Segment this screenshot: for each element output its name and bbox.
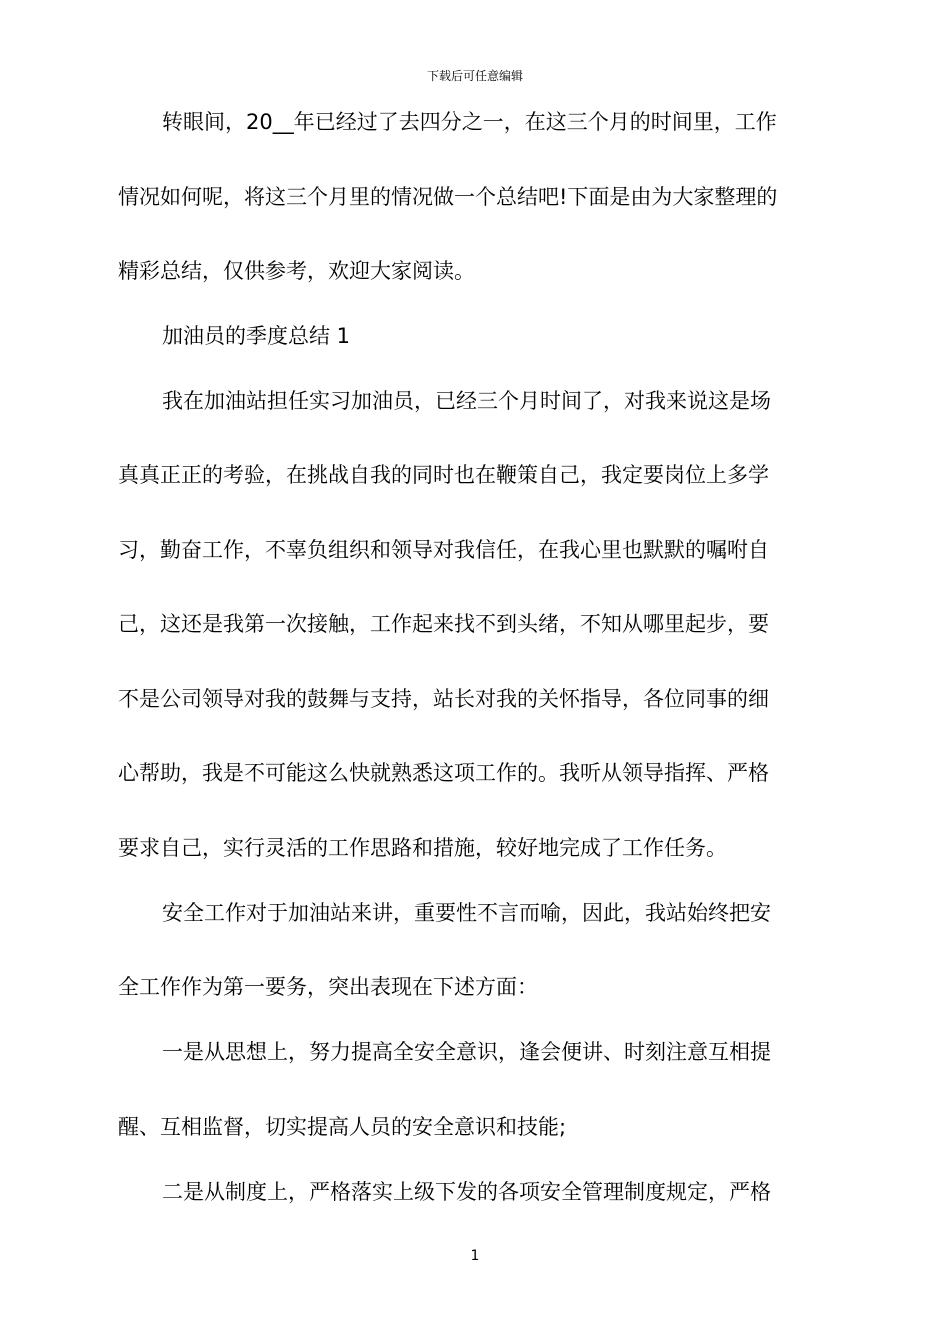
- paragraph-line: 醒、互相监督，切实提高人员的安全意识和技能;: [118, 1115, 567, 1139]
- paragraph-line: 真真正正的考验，在挑战自我的同时也在鞭策自己，我定要岗位上多学: [118, 463, 769, 487]
- page-number: 1: [470, 1248, 480, 1264]
- paragraph-line: 情况如何呢，将这三个月里的情况做一个总结吧!下面是由为大家整理的: [118, 185, 778, 209]
- paragraph-line: 精彩总结，仅供参考，欢迎大家阅读。: [118, 259, 475, 283]
- paragraph-line: 要求自己，实行灵活的工作思路和措施，较好地完成了工作任务。: [118, 836, 727, 860]
- paragraph-line: 安全工作对于加油站来讲，重要性不言而喻，因此，我站始终把安: [162, 901, 771, 925]
- paragraph-line: 二是从制度上，严格落实上级下发的各项安全管理制度规定，严格: [162, 1180, 771, 1204]
- paragraph-line: 不是公司领导对我的鼓舞与支持，站长对我的关怀指导，各位同事的细: [118, 687, 769, 711]
- paragraph-line: 习，勤奋工作，不辜负组织和领导对我信任，在我心里也默默的嘱咐自: [118, 538, 769, 562]
- paragraph-line: 己，这还是我第一次接触，工作起来找不到头绪，不知从哪里起步，要: [118, 612, 769, 636]
- paragraph-line: 心帮助，我是不可能这么快就熟悉这项工作的。我听从领导指挥、严格: [118, 761, 769, 785]
- paragraph-line: 我在加油站担任实习加油员，已经三个月时间了，对我来说这是场: [162, 389, 771, 413]
- paragraph-line: 全工作作为第一要务，突出表现在下述方面：: [118, 975, 538, 999]
- paragraph-line: 一是从思想上，努力提高全安全意识，逢会便讲、时刻注意互相提: [162, 1040, 771, 1064]
- paragraph-line: 转眼间，20__年已经过了去四分之一，在这三个月的时间里，工作: [162, 110, 777, 134]
- section-heading: 加油员的季度总结 1: [162, 324, 351, 348]
- page-header: 下载后可任意编辑: [426, 69, 523, 83]
